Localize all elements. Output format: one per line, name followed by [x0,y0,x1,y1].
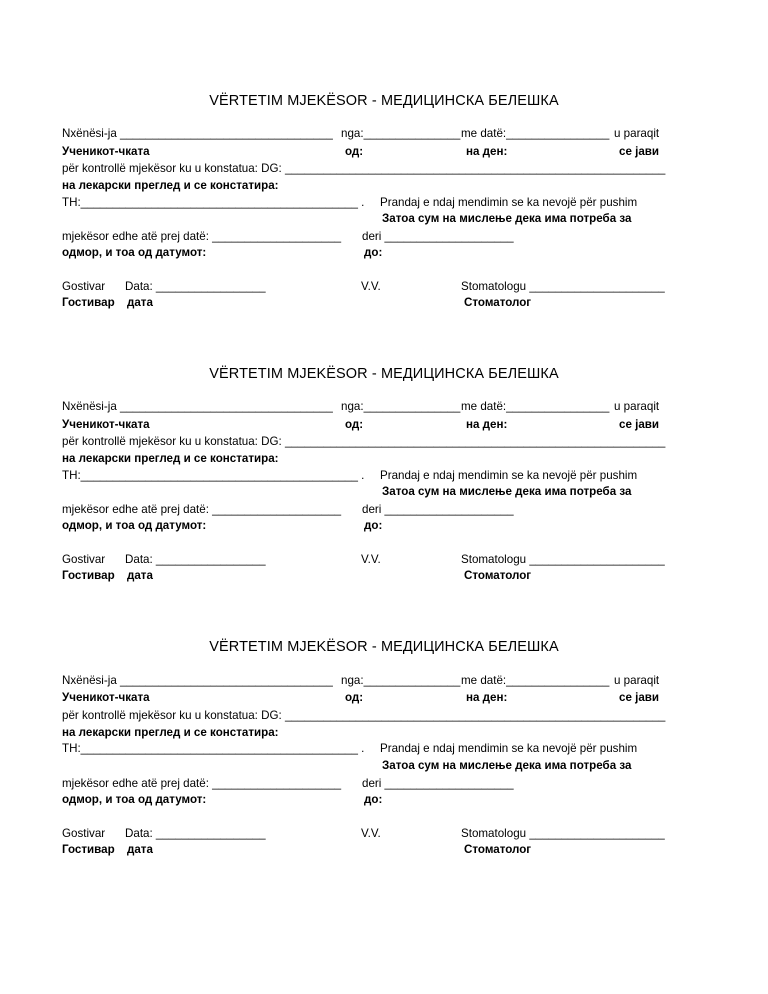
signature-date-field-sq: Data: _________________ [125,827,266,840]
rest-from-field-sq: mjekësor edhe atë prej datë: ____________________ [62,777,342,790]
opinion-text-sq: Prandaj e ndaj mendimin se ka nevojë për pushim [380,469,638,482]
signature-date-label-mk: дата [127,843,153,856]
dentist-field-sq: Stomatologu _____________________ [461,553,665,566]
appeared-label-mk: се јави [619,418,660,431]
rest-from-label-mk: одмор, и тоа од датумот: [62,793,207,806]
dentist-label-mk: Стоматолог [464,843,532,856]
city-label-sq: Gostivar [62,280,106,293]
therapy-field: TH:___________________________________________ . [62,742,365,755]
note-title: VËRTETIM MJEKËSOR - МЕДИЦИНСКА БЕЛЕШКА [209,366,559,382]
from-field-sq: nga:_______________ [341,400,461,413]
medical-note-1 [0,93,768,366]
city-label-mk: Гостивар [62,843,115,856]
medical-note-3 [0,639,768,912]
appeared-label-sq: u paraqit [614,400,660,413]
diagnosis-field: për kontrollë mjekësor ku u konstatua: DG: ___________________________________________________________ [62,435,666,448]
appeared-label-mk: се јави [619,691,660,704]
from-field-sq: nga:_______________ [341,127,461,140]
date-label-mk: на ден: [466,691,508,704]
student-field-sq: Nxënësi-ja _________________________________ [62,674,333,687]
student-label-mk: Ученикот-чката [62,418,150,431]
dentist-field-sq: Stomatologu _____________________ [461,280,665,293]
medical-note-2 [0,366,768,639]
student-field-sq: Nxënësi-ja _________________________________ [62,400,333,413]
from-label-mk: од: [345,418,364,431]
rest-until-field-sq: deri ____________________ [362,230,514,243]
city-label-sq: Gostivar [62,827,106,840]
student-field-sq: Nxënësi-ja _________________________________ [62,127,333,140]
signature-date-field-sq: Data: _________________ [125,553,266,566]
signature-date-label-mk: дата [127,569,153,582]
opinion-text-sq: Prandaj e ndaj mendimin se ka nevojë për pushim [380,196,638,209]
diagnosis-field: për kontrollë mjekësor ku u konstatua: DG: ___________________________________________________________ [62,709,666,722]
appeared-label-sq: u paraqit [614,127,660,140]
stamp-label: V.V. [361,827,381,840]
rest-until-field-sq: deri ____________________ [362,777,514,790]
from-field-sq: nga:_______________ [341,674,461,687]
rest-until-field-sq: deri ____________________ [362,503,514,516]
rest-from-label-mk: одмор, и тоа од датумот: [62,519,207,532]
date-label-mk: на ден: [466,145,508,158]
rest-from-label-mk: одмор, и тоа од датумот: [62,246,207,259]
note-title: VËRTETIM MJEKËSOR - МЕДИЦИНСКА БЕЛЕШКА [209,93,559,109]
diagnosis-label-mk: на лекарски преглед и се констатира: [62,179,279,192]
stamp-label: V.V. [361,280,381,293]
dentist-label-mk: Стоматолог [464,296,532,309]
dentist-field-sq: Stomatologu _____________________ [461,827,665,840]
diagnosis-label-mk: на лекарски преглед и се констатира: [62,452,279,465]
rest-until-label-mk: до: [364,793,383,806]
opinion-text-sq: Prandaj e ndaj mendimin se ka nevojë për pushim [380,742,638,755]
from-label-mk: од: [345,691,364,704]
opinion-text-mk: Затоа сум на мислење дека има потреба за [382,485,632,498]
signature-date-label-mk: дата [127,296,153,309]
date-field-sq: me datë:________________ [461,674,610,687]
rest-until-label-mk: до: [364,246,383,259]
rest-until-label-mk: до: [364,519,383,532]
therapy-field: TH:___________________________________________ . [62,469,365,482]
from-label-mk: од: [345,145,364,158]
date-label-mk: на ден: [466,418,508,431]
stamp-label: V.V. [361,553,381,566]
rest-from-field-sq: mjekësor edhe atë prej datë: ____________________ [62,503,342,516]
opinion-text-mk: Затоа сум на мислење дека има потреба за [382,212,632,225]
student-label-mk: Ученикот-чката [62,145,150,158]
diagnosis-label-mk: на лекарски преглед и се констатира: [62,726,279,739]
appeared-label-mk: се јави [619,145,660,158]
student-label-mk: Ученикот-чката [62,691,150,704]
appeared-label-sq: u paraqit [614,674,660,687]
note-title: VËRTETIM MJEKËSOR - МЕДИЦИНСКА БЕЛЕШКА [209,639,559,655]
city-label-sq: Gostivar [62,553,106,566]
therapy-field: TH:___________________________________________ . [62,196,365,209]
date-field-sq: me datë:________________ [461,127,610,140]
date-field-sq: me datë:________________ [461,400,610,413]
city-label-mk: Гостивар [62,296,115,309]
dentist-label-mk: Стоматолог [464,569,532,582]
city-label-mk: Гостивар [62,569,115,582]
diagnosis-field: për kontrollë mjekësor ku u konstatua: DG: ___________________________________________________________ [62,162,666,175]
opinion-text-mk: Затоа сум на мислење дека има потреба за [382,759,632,772]
signature-date-field-sq: Data: _________________ [125,280,266,293]
rest-from-field-sq: mjekësor edhe atë prej datë: ____________________ [62,230,342,243]
